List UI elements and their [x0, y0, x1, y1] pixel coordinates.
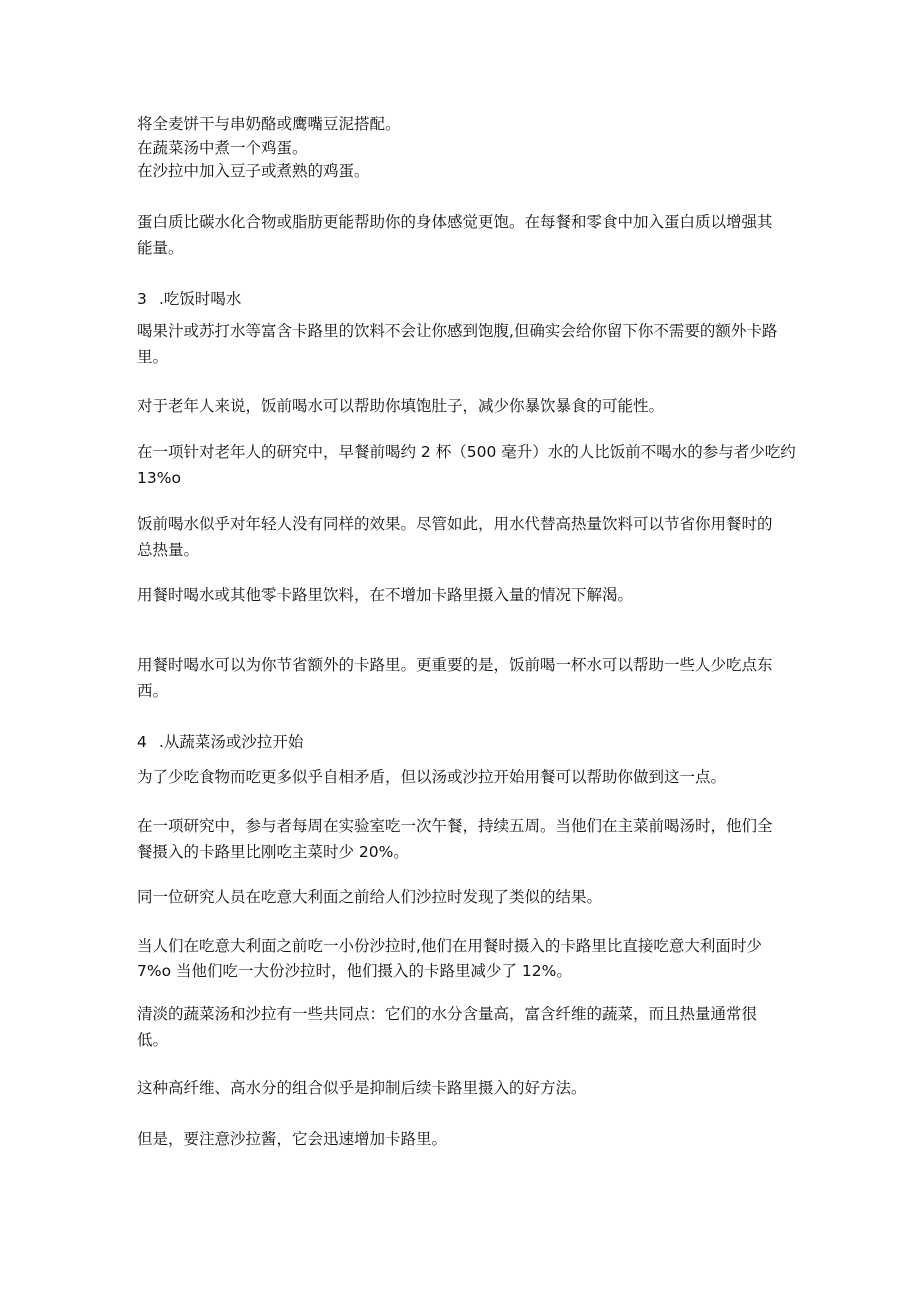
section-heading-3: [137, 288, 241, 310]
paragraph-line: 为了少吃食物而吃更多似乎自相矛盾，但以汤或沙拉开始用餐可以帮助你做到这一点。: [137, 768, 727, 786]
paragraph-line: 能量。: [137, 239, 184, 257]
section-title: .从蔬菜汤或沙拉开始: [159, 733, 304, 751]
paragraph-line: 这种高纤维、高水分的组合似乎是抑制后续卡路里摄入的好方法。: [137, 1079, 587, 1097]
paragraph-line: 但是，要注意沙拉酱，它会迅速增加卡路里。: [137, 1130, 448, 1148]
paragraph-line: 用餐时喝水或其他零卡路里饮料，在不增加卡路里摄入量的情况下解渴。: [137, 586, 634, 604]
intro-line: 在蔬菜汤中煮一个鸡蛋。: [137, 139, 308, 157]
paragraph-line: 在一项研究中，参与者每周在实验室吃一次午餐，持续五周。当他们在主菜前喝汤时，他们全: [137, 817, 773, 835]
paragraph-line: 13%o: [137, 469, 181, 487]
section-title: .吃饭时喝水: [159, 290, 242, 308]
paragraph-line: 西。: [137, 682, 169, 700]
paragraph-line: 里。: [137, 348, 169, 366]
paragraph-line: 低。: [137, 1031, 169, 1049]
paragraph-line: 对于老年人来说，饭前喝水可以帮助你填饱肚子，减少你暴饮暴食的可能性。: [137, 397, 665, 415]
intro-line: 在沙拉中加入豆子或煮熟的鸡蛋。: [137, 162, 370, 180]
section-number: 4: [137, 733, 147, 751]
paragraph-line: 餐摄入的卡路里比刚吃主菜时少 20%。: [137, 843, 409, 861]
intro-line: 将全麦饼干与串奶酪或鹰嘴豆泥搭配。: [137, 115, 401, 133]
paragraph-line: 同一位研究人员在吃意大利面之前给人们沙拉时发现了类似的结果。: [137, 888, 603, 906]
paragraph-line: 7%o 当他们吃一大份沙拉时，他们摄入的卡路里减少了 12%。: [137, 962, 572, 980]
paragraph-line: 清淡的蔬菜汤和沙拉有一些共同点：它们的水分含量高，富含纤维的蔬菜，而且热量通常很: [137, 1005, 758, 1023]
paragraph-line: 蛋白质比碳水化合物或脂肪更能帮助你的身体感觉更饱。在每餐和零食中加入蛋白质以增强其: [137, 213, 773, 231]
paragraph-line: 用餐时喝水可以为你节省额外的卡路里。更重要的是，饭前喝一杯水可以帮助一些人少吃点东: [137, 656, 773, 674]
paragraph-line: 饭前喝水似乎对年轻人没有同样的效果。尽管如此，用水代替高热量饮料可以节省你用餐时的: [137, 515, 773, 533]
paragraph-line: 在一项针对老年人的研究中，早餐前喝约 2 杯（500 毫升）水的人比饭前不喝水的参与者少吃约: [137, 443, 796, 461]
section-heading-4: [137, 731, 303, 753]
paragraph-line: 总热量。: [137, 541, 200, 559]
paragraph-line: 当人们在吃意大利面之前吃一小份沙拉时,他们在用餐时摄入的卡路里比直接吃意大利面时少: [137, 937, 762, 955]
section-number: 3: [137, 290, 147, 308]
paragraph-line: 喝果汁或苏打水等富含卡路里的饮料不会让你感到饱腹,但确实会给你留下你不需要的额外卡路: [137, 322, 778, 340]
